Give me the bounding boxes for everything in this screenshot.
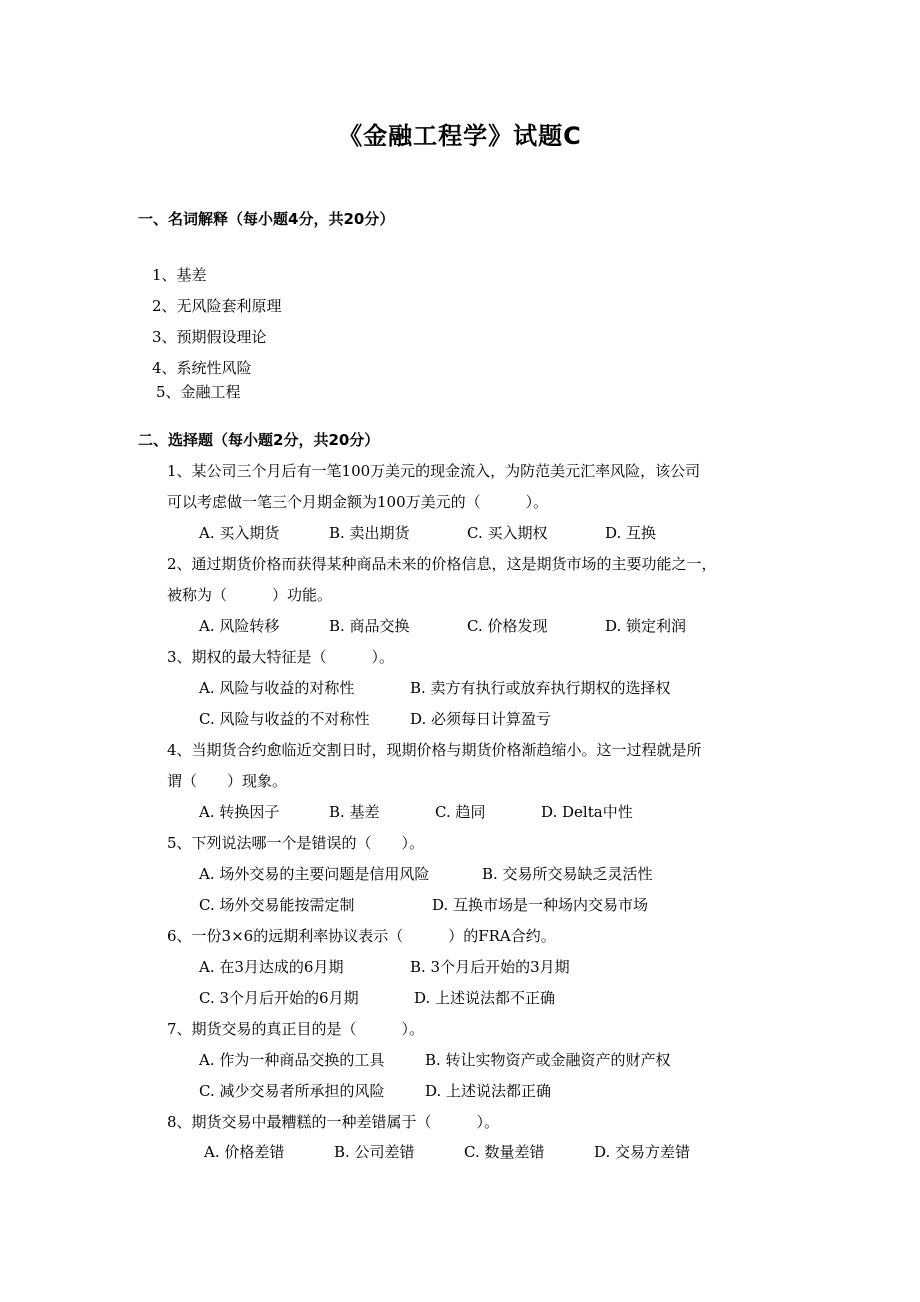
question-2-text: 被称为（ ）功能。 [167,586,333,604]
term-item: 4、系统性风险 [152,359,252,377]
question-5-options [199,894,648,916]
question-5-options [199,863,653,885]
question-6-options [199,987,555,1009]
option-c: C. 价格发现 [467,617,548,635]
term-item: 3、预期假设理论 [152,328,267,346]
question-4-text: 谓（ ）现象。 [167,772,288,790]
option-d: D. 上述说法都正确 [425,1082,552,1100]
question-2-options [199,615,686,637]
question-8-text: 8、期货交易中最糟糕的一种差错属于（ ）。 [167,1113,500,1131]
question-7-text: 7、期货交易的真正目的是（ ）。 [167,1020,425,1038]
option-b: B. 转让实物资产或金融资产的财产权 [425,1051,671,1069]
option-a: A. 风险与收益的对称性 [199,679,355,697]
option-d: D. 交易方差错 [594,1143,691,1161]
question-3-text: 3、期权的最大特征是（ ）。 [167,648,395,666]
question-6-options [199,956,570,978]
question-6-text: 6、一份3×6的远期利率协议表示（ ）的FRA合约。 [167,927,556,945]
question-8-options [204,1141,690,1163]
option-a: A. 买入期货 [199,524,280,542]
option-a: A. 作为一种商品交换的工具 [199,1051,385,1069]
option-d: D. 必须每日计算盈亏 [410,710,552,728]
option-a: A. 在3月达成的6月期 [199,958,344,976]
option-d: D. 互换市场是一种场内交易市场 [432,896,649,914]
term-item: 2、无风险套利原理 [152,297,282,315]
term-item: 5、金融工程 [156,383,241,401]
option-c: C. 风险与收益的不对称性 [199,710,370,728]
option-d: D. 互换 [605,524,657,542]
question-4-options [199,801,633,823]
option-b: B. 卖方有执行或放弃执行期权的选择权 [410,679,671,697]
question-1-text: 1、某公司三个月后有一笔100万美元的现金流入，为防范美元汇率风险，该公司 [167,462,701,480]
option-c: C. 减少交易者所承担的风险 [199,1082,385,1100]
question-3-options [199,677,671,699]
option-b: B. 卖出期货 [329,524,410,542]
option-d: D. Delta中性 [541,803,633,821]
option-b: B. 商品交换 [329,617,410,635]
option-a: A. 转换因子 [199,803,280,821]
option-c: C. 趋同 [435,803,486,821]
option-a: A. 价格差错 [204,1143,285,1161]
term-item: 1、基差 [152,266,207,284]
section-heading-multiple-choice: 二、选择题（每小题2分，共20分） [138,431,380,449]
question-7-options [199,1080,551,1102]
question-4-text: 4、当期货合约愈临近交割日时，现期价格与期货价格渐趋缩小。这一过程就是所 [167,741,702,759]
page-title: 《金融工程学》试题C [338,122,582,150]
question-2-text: 2、通过期货价格而获得某种商品未来的价格信息，这是期货市场的主要功能之一， [167,555,717,573]
question-5-text: 5、下列说法哪一个是错误的（ ）。 [167,834,425,852]
option-c: C. 买入期权 [467,524,548,542]
option-c: C. 数量差错 [464,1143,545,1161]
question-1-text: 可以考虑做一笔三个月期金额为100万美元的（ ）。 [167,493,549,511]
option-a: A. 风险转移 [199,617,280,635]
option-b: B. 基差 [329,803,380,821]
option-c: C. 场外交易能按需定制 [199,896,355,914]
option-d: D. 上述说法都不正确 [414,989,556,1007]
option-c: C. 3个月后开始的6月期 [199,989,359,1007]
option-b: B. 公司差错 [334,1143,415,1161]
question-1-options [199,522,656,544]
option-b: B. 3个月后开始的3月期 [410,958,570,976]
option-d: D. 锁定利润 [605,617,687,635]
question-3-options [199,708,551,730]
section-heading-definitions: 一、名词解释（每小题4分，共20分） [138,210,395,228]
option-b: B. 交易所交易缺乏灵活性 [482,865,653,883]
question-7-options [199,1049,671,1071]
option-a: A. 场外交易的主要问题是信用风险 [199,865,430,883]
